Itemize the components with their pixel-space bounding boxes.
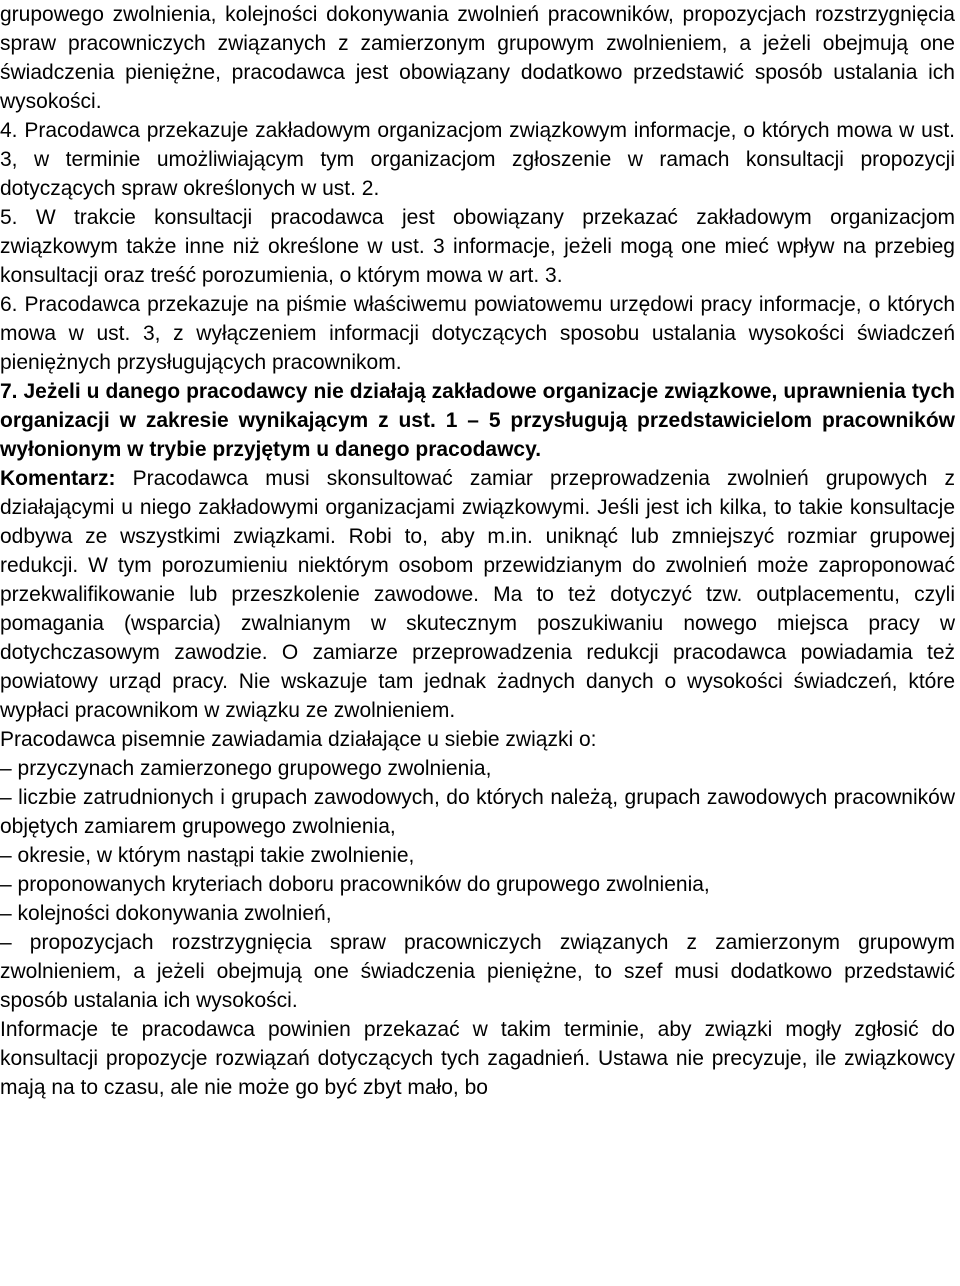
list-item: – okresie, w którym nastąpi takie zwolnienie,	[0, 844, 415, 867]
list-item: – przyczynach zamierzonego grupowego zwolnienia,	[0, 757, 492, 780]
list-item: – kolejności dokonywania zwolnień,	[0, 902, 332, 925]
comment-paragraph	[0, 464, 955, 725]
list-item: – liczbie zatrudnionych i grupach zawodowych, do których należą, grupach zawodowych pracowników objętych zamiarem grupowego zwolnienia,	[0, 786, 955, 838]
closing-paragraph: Informacje te pracodawca powinien przekazać w takim terminie, aby związki mogły zgłosić do konsultacji propozycje rozwiązań dotyczących tych zagadnień. Ustawa nie precyzuje, ile związkowcy mają na to czasu, ale nie może go być zbyt mało, bo	[0, 1018, 955, 1099]
list-item: – proponowanych kryteriach doboru pracowników do grupowego zwolnienia,	[0, 873, 710, 896]
intro-paragraph: grupowego zwolnienia, kolejności dokonywania zwolnień pracowników, propozycjach rozstrzygnięcia spraw pracowniczych związanych z zamierzonym grupowym zwolnieniem, a jeżeli obejmują one świadczenia pieniężne, pracodawca jest obowiązany dodatkowo przedstawić sposób ustalania ich wysokości.	[0, 3, 955, 113]
list-item: – propozycjach rozstrzygnięcia spraw pracowniczych związanych z zamierzonym grupowym zwolnieniem, a jeżeli obejmują one świadczenia pieniężne, to szef musi dodatkowo przedstawić sposób ustalania ich wysokości.	[0, 931, 955, 1012]
paragraph-6: 6. Pracodawca przekazuje na piśmie właściwemu powiatowemu urzędowi pracy informacje, o których mowa w ust. 3, z wyłączeniem informacji dotyczących sposobu ustalania wysokości świadczeń pieniężnych przysługujących pracownikom.	[0, 293, 955, 374]
comment-text: Pracodawca musi skonsultować zamiar przeprowadzenia zwolnień grupowych z działającymi u niego zakładowymi organizacjami związkowymi. Jeśli jest ich kilka, to takie konsultacje odbywa ze wszystkimi związkami. Robi to, aby m.in. uniknąć lub zmniejszyć rozmiar grupowej redukcji. W tym porozumieniu niektórym osobom przewidzianym do zwolnień może zaproponować przekwalifikowanie lub przeszkolenie zawodowe. Ma to też dotyczyć tzw. outplacementu, czyli pomagania (wsparcia) zwalnianym w skutecznym poszukiwaniu nowego miejsca pracy w dotychczasowym zawodzie. O zamiarze przeprowadzenia redukcji pracodawca powiadamia też powiatowy urząd pracy. Nie wskazuje tam jednak żadnych danych o wysokości świadczeń, które wypłaci pracownikom w związku ze zwolnieniem.	[0, 467, 955, 722]
paragraph-4: 4. Pracodawca przekazuje zakładowym organizacjom związkowym informacje, o których mowa w ust. 3, w terminie umożliwiającym tym organizacjom zgłoszenie w ramach konsultacji propozycji dotyczących spraw określonych w ust. 2.	[0, 119, 955, 200]
paragraph-7: 7. Jeżeli u danego pracodawcy nie działają zakładowe organizacje związkowe, uprawnienia tych organizacji w zakresie wynikającym z ust. 1 – 5 przysługują przedstawicielom pracowników wyłonionym w trybie przyjętym u danego pracodawcy.	[0, 380, 955, 461]
notification-intro: Pracodawca pisemnie zawiadamia działające u siebie związki o:	[0, 728, 597, 751]
comment-label: Komentarz:	[0, 467, 116, 490]
paragraph-5: 5. W trakcie konsultacji pracodawca jest obowiązany przekazać zakładowym organizacjom związkowym także inne niż określone w ust. 3 informacje, jeżeli mogą one mieć wpływ na przebieg konsultacji oraz treść porozumienia, o którym mowa w art. 3.	[0, 206, 955, 287]
